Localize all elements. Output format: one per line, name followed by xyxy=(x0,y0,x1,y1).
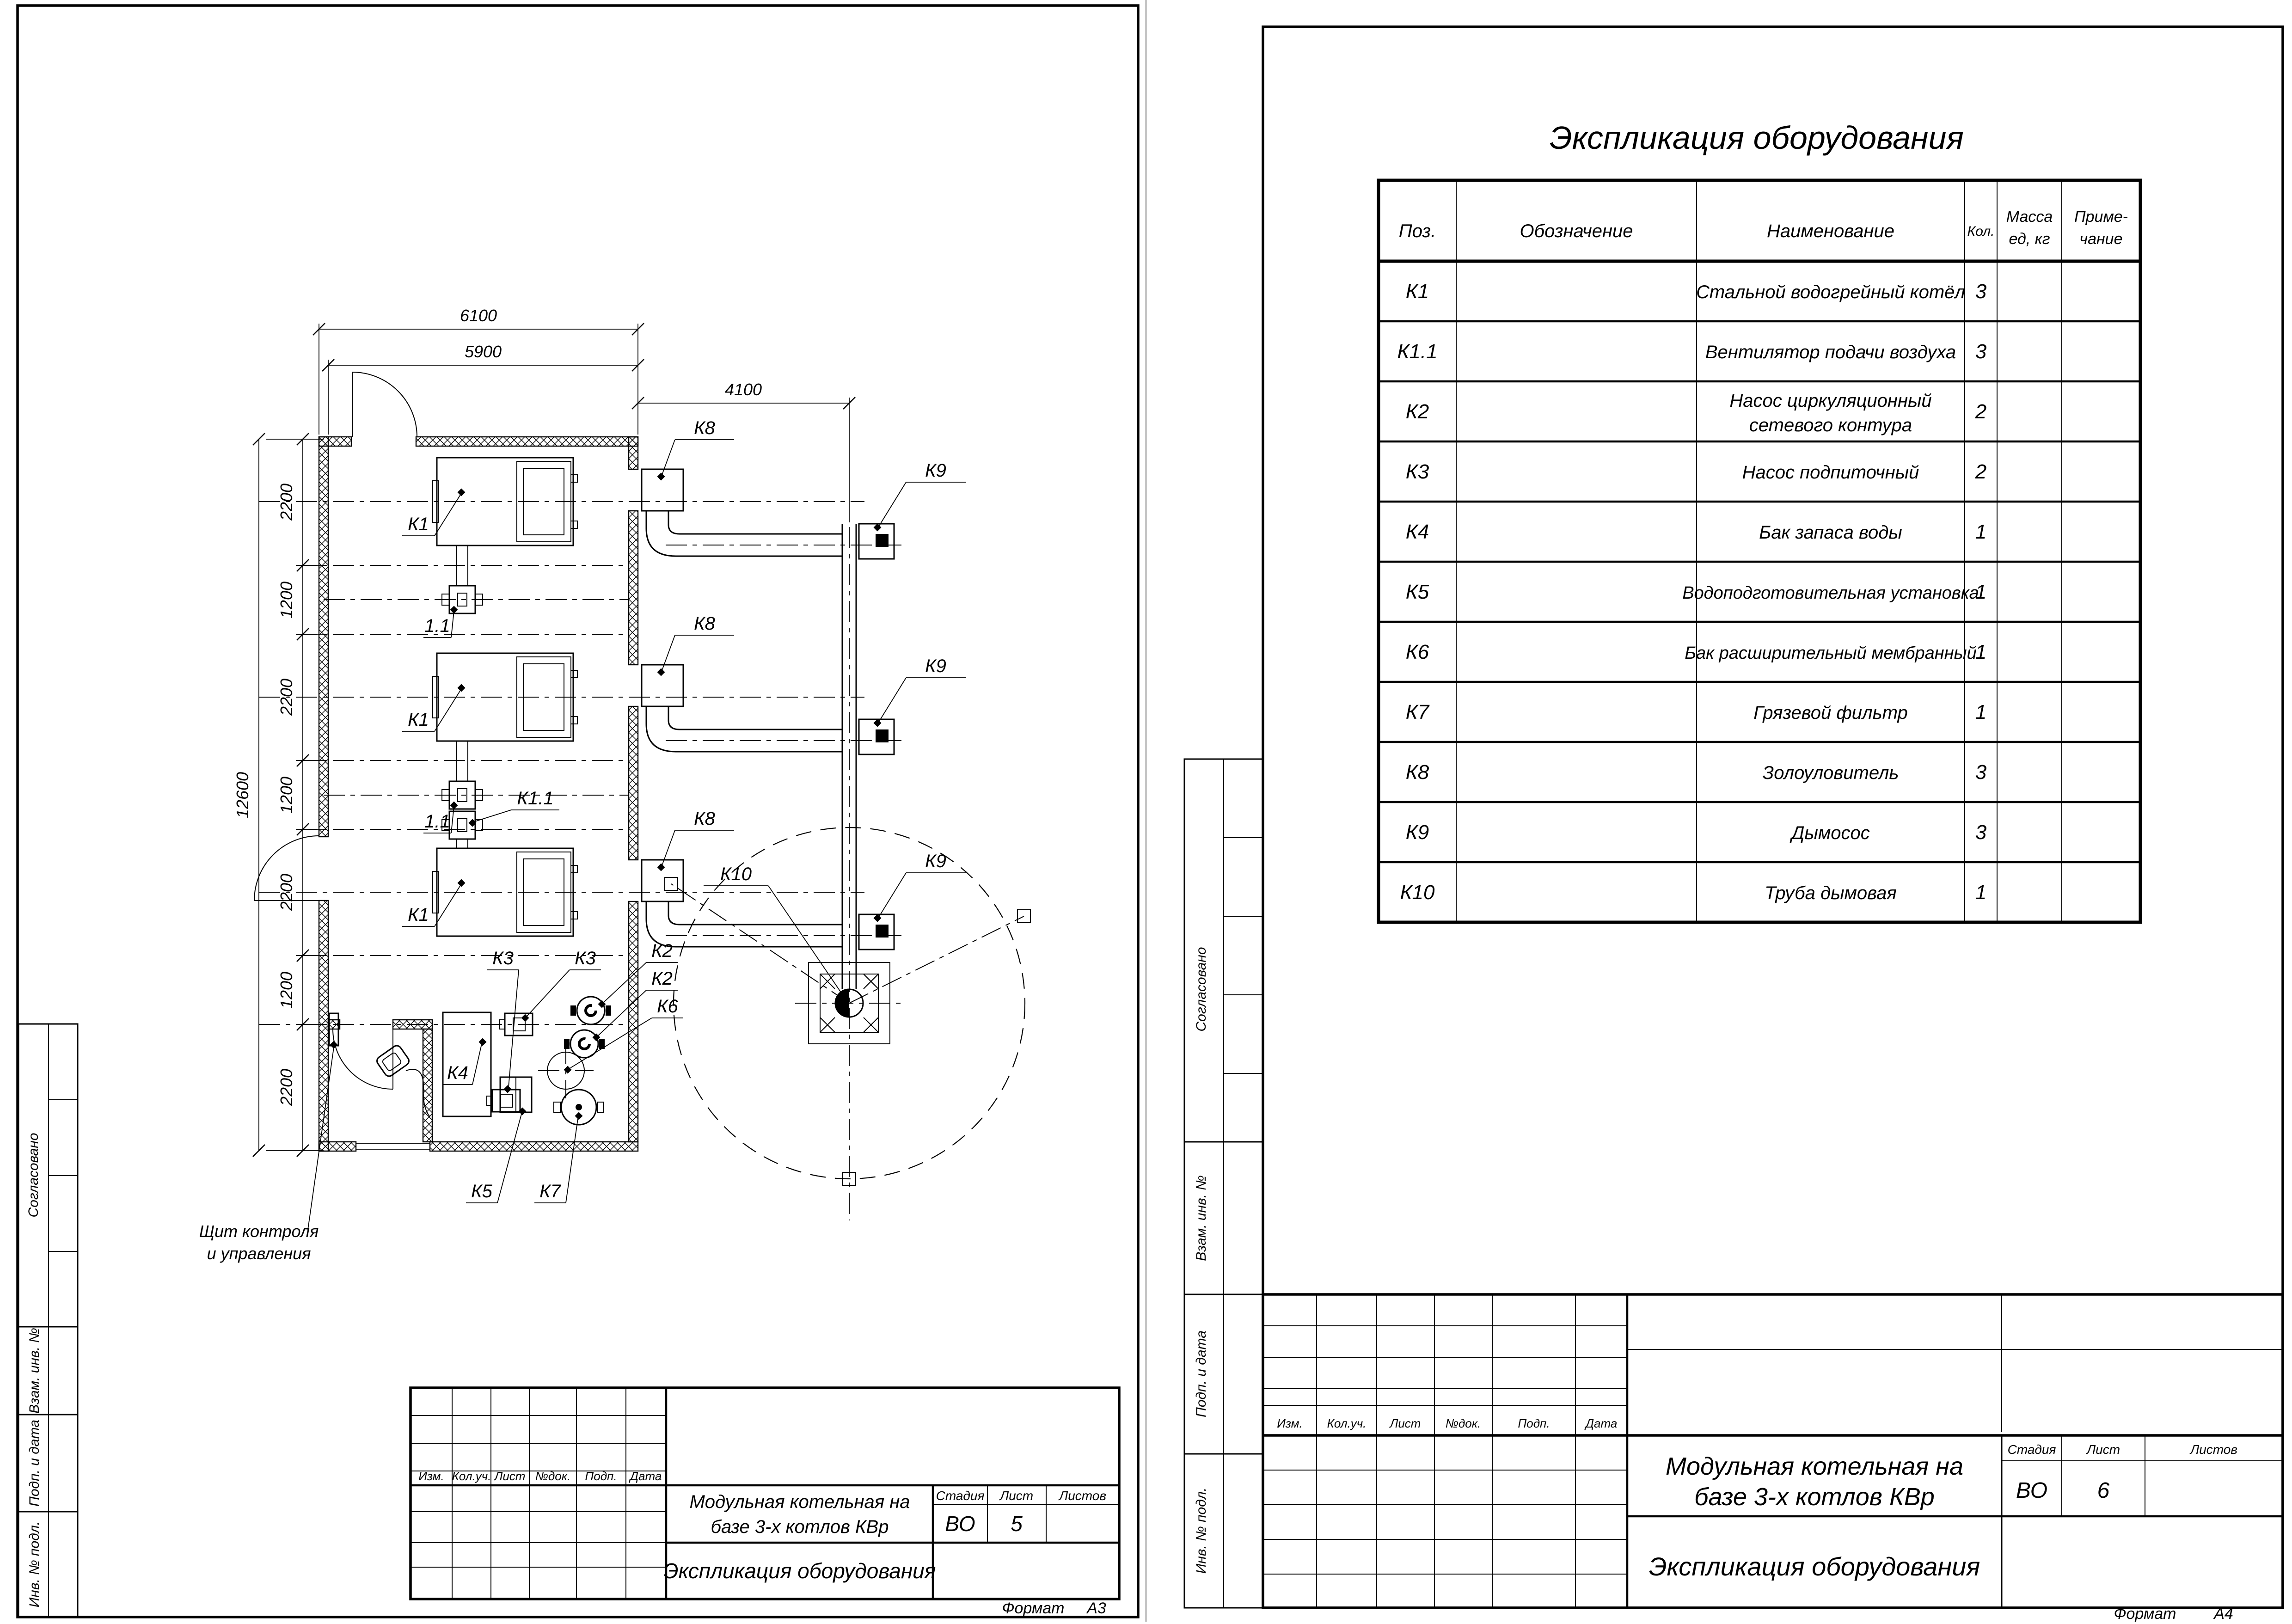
label-k11: К1.1 xyxy=(517,788,554,809)
row1-name: Стальной водогрейный котёл xyxy=(1696,282,1965,302)
sheet-label-right: Лист xyxy=(2086,1442,2120,1457)
sheet-value-right: 6 xyxy=(2097,1478,2110,1503)
row3-name: Насос циркуляционный xyxy=(1729,391,1932,411)
row7-qty: 1 xyxy=(1975,641,1987,663)
label-k9-1: К9 xyxy=(925,460,946,481)
stamp-inv-original-label: Инв. № подл. xyxy=(27,1521,42,1608)
sheet-left xyxy=(18,6,1138,1617)
rev-izm-left: Изм. xyxy=(418,1469,444,1483)
row8-pos: К7 xyxy=(1405,701,1429,723)
label-fan-1: 1.1 xyxy=(424,616,450,636)
stage-label-right: Стадия xyxy=(2007,1442,2056,1457)
project-line2-right: базе 3-х котлов КВр xyxy=(1694,1483,1935,1511)
format-label-left: Формат xyxy=(1002,1599,1065,1617)
stamp-agreed-right: Согласовано xyxy=(1194,947,1209,1032)
row3-name2: сетевого контура xyxy=(1749,415,1912,435)
label-k1-3: К1 xyxy=(408,905,429,925)
row11-name: Труба дымовая xyxy=(1765,883,1897,903)
table-row xyxy=(1406,641,1986,663)
row2-pos: К1.1 xyxy=(1397,340,1438,363)
side-stamp-left xyxy=(18,1024,78,1617)
sheet-value-left: 5 xyxy=(1011,1512,1023,1536)
label-k2-2: К2 xyxy=(651,968,673,989)
col-note-2: чание xyxy=(2079,230,2123,248)
format-value-right: А4 xyxy=(2214,1605,2233,1622)
row5-name: Бак запаса воды xyxy=(1759,522,1902,543)
feed-pump-k3-2 xyxy=(487,1090,520,1112)
frame-left xyxy=(18,6,1138,1617)
label-k2-1: К2 xyxy=(651,941,673,961)
label-k7: К7 xyxy=(539,1181,561,1201)
row11-pos: К10 xyxy=(1400,881,1435,904)
label-k6: К6 xyxy=(657,996,678,1017)
row1-qty: 3 xyxy=(1975,280,1987,303)
col-name: Наименование xyxy=(1766,221,1895,241)
rev-list-right: Лист xyxy=(1390,1416,1421,1430)
row2-name: Вентилятор подачи воздуха xyxy=(1705,342,1956,362)
rev-izm-right: Изм. xyxy=(1277,1416,1303,1430)
stamp-inv-original-right: Инв. № подл. xyxy=(1194,1487,1209,1574)
label-fan-2: 1.1 xyxy=(424,811,450,832)
spec-table xyxy=(1379,120,2140,922)
sheets-label-right: Листов xyxy=(2190,1442,2237,1457)
label-k3-2: К3 xyxy=(575,948,596,968)
dim-chain-4: 1200 xyxy=(277,776,296,814)
row8-qty: 1 xyxy=(1975,701,1987,723)
title-block-right xyxy=(1263,1294,2283,1622)
label-k10: К10 xyxy=(720,864,752,884)
label-k8-1: К8 xyxy=(694,418,715,438)
row11-qty: 1 xyxy=(1975,881,1987,904)
row6-qty: 1 xyxy=(1975,581,1987,603)
network-pump-k2-2 xyxy=(564,1030,605,1058)
stamp-replacement-inv-right: Взам. инв. № xyxy=(1194,1175,1209,1261)
stage-value-right: ВО xyxy=(2016,1478,2048,1503)
table-row xyxy=(1400,881,1987,904)
row9-pos: К8 xyxy=(1405,761,1429,784)
title-block-left xyxy=(411,1388,1119,1617)
frame-right xyxy=(1263,27,2283,1608)
flue-system xyxy=(642,469,894,962)
sheet-right xyxy=(1184,27,2283,1622)
sheet-label-left: Лист xyxy=(999,1489,1034,1503)
row1-pos: К1 xyxy=(1405,280,1429,303)
table-row xyxy=(1397,340,1986,363)
row4-name: Насос подпиточный xyxy=(1742,462,1919,483)
floor-plan xyxy=(199,306,1030,1263)
rev-data-right: Дата xyxy=(1585,1416,1618,1430)
label-k3-1: К3 xyxy=(492,948,514,968)
project-line1-right: Модульная котельная на xyxy=(1665,1452,1964,1480)
doc-name-left: Экспликация оборудования xyxy=(663,1559,936,1583)
col-note-1: Приме- xyxy=(2074,208,2128,226)
dim-chain-7: 2200 xyxy=(277,1068,296,1106)
dim-chain-1: 2200 xyxy=(277,483,296,521)
table-row xyxy=(1406,581,1986,603)
label-k1-2: К1 xyxy=(408,710,429,730)
row5-qty: 1 xyxy=(1975,521,1987,543)
spec-table-title: Экспликация оборудования xyxy=(1550,120,1964,156)
label-k5: К5 xyxy=(471,1181,492,1201)
rev-data-left: Дата xyxy=(630,1469,662,1483)
project-line2-left: базе 3-х котлов КВр xyxy=(711,1517,889,1537)
stamp-sign-date-label: Подп. и дата xyxy=(27,1420,42,1507)
row4-qty: 2 xyxy=(1975,460,1987,483)
dim-6100: 6100 xyxy=(460,306,497,325)
label-panel-line2: и управления xyxy=(207,1244,311,1263)
row7-name: Бак расширительный мембранный xyxy=(1685,643,1977,663)
dim-chain-3: 2200 xyxy=(277,678,296,716)
row8-name: Грязевой фильтр xyxy=(1753,703,1908,723)
stamp-replacement-inv-label: Взам. инв. № xyxy=(27,1328,42,1414)
stage-value-left: ВО xyxy=(945,1512,975,1536)
rev-koluch-right: Кол.уч. xyxy=(1327,1416,1367,1430)
axes xyxy=(259,502,901,1220)
rev-dok-left: №док. xyxy=(535,1469,571,1483)
row6-pos: К5 xyxy=(1405,581,1429,603)
doc-name-right: Экспликация оборудования xyxy=(1649,1552,1980,1581)
row6-name: Водоподготовительная установка xyxy=(1682,583,1979,603)
rev-koluch-left: Кол.уч. xyxy=(452,1469,491,1483)
dim-chain-2: 1200 xyxy=(277,581,296,619)
label-k9-2: К9 xyxy=(925,656,946,676)
label-k4: К4 xyxy=(447,1063,468,1083)
dim-chain-6: 1200 xyxy=(277,971,296,1009)
table-row xyxy=(1406,280,1987,303)
row10-qty: 3 xyxy=(1975,821,1987,844)
row2-qty: 3 xyxy=(1975,340,1987,363)
format-value-left: А3 xyxy=(1087,1599,1106,1617)
col-designation: Обозначение xyxy=(1520,221,1633,241)
rev-dok-right: №док. xyxy=(1445,1416,1481,1430)
row5-pos: К4 xyxy=(1405,521,1429,543)
dim-5900: 5900 xyxy=(464,342,502,361)
row3-pos: К2 xyxy=(1405,400,1429,423)
col-mass-2: ед, кг xyxy=(2009,230,2050,248)
rev-podp-left: Подп. xyxy=(585,1469,617,1483)
boiler-1 xyxy=(433,458,577,586)
row4-pos: К3 xyxy=(1405,460,1429,483)
stamp-sign-date-right: Подп. и дата xyxy=(1194,1330,1209,1417)
row7-pos: К6 xyxy=(1405,641,1429,663)
side-stamp-right xyxy=(1184,759,1263,1608)
label-panel-line1: Щит контроля xyxy=(199,1222,319,1241)
rev-list-left: Лист xyxy=(494,1469,526,1483)
label-k8-2: К8 xyxy=(694,613,715,634)
stage-label-left: Стадия xyxy=(936,1489,985,1503)
row9-name: Золоуловитель xyxy=(1762,763,1899,783)
row9-qty: 3 xyxy=(1975,761,1987,784)
boiler-2 xyxy=(433,653,577,781)
col-mass-1: Масса xyxy=(2006,208,2053,226)
col-pos: Поз. xyxy=(1398,221,1436,241)
rev-podp-right: Подп. xyxy=(1518,1416,1550,1430)
label-k1-1: К1 xyxy=(408,514,429,534)
row10-name: Дымосос xyxy=(1791,823,1870,843)
label-k8-3: К8 xyxy=(694,809,715,829)
dim-chain-5: 2200 xyxy=(277,873,296,911)
dim-4100: 4100 xyxy=(724,380,762,399)
row10-pos: К9 xyxy=(1405,821,1429,844)
boiler-3 xyxy=(433,839,577,936)
dim-12600: 12600 xyxy=(233,772,252,819)
format-label-right: Формат xyxy=(2114,1605,2176,1622)
stamp-agreed-label: Согласовано xyxy=(26,1133,41,1218)
project-line1-left: Модульная котельная на xyxy=(689,1492,910,1512)
col-qty: Кол. xyxy=(1967,224,1995,239)
label-k9-3: К9 xyxy=(925,851,946,871)
sheets-label-left: Листов xyxy=(1059,1489,1106,1503)
row3-qty: 2 xyxy=(1975,400,1987,423)
